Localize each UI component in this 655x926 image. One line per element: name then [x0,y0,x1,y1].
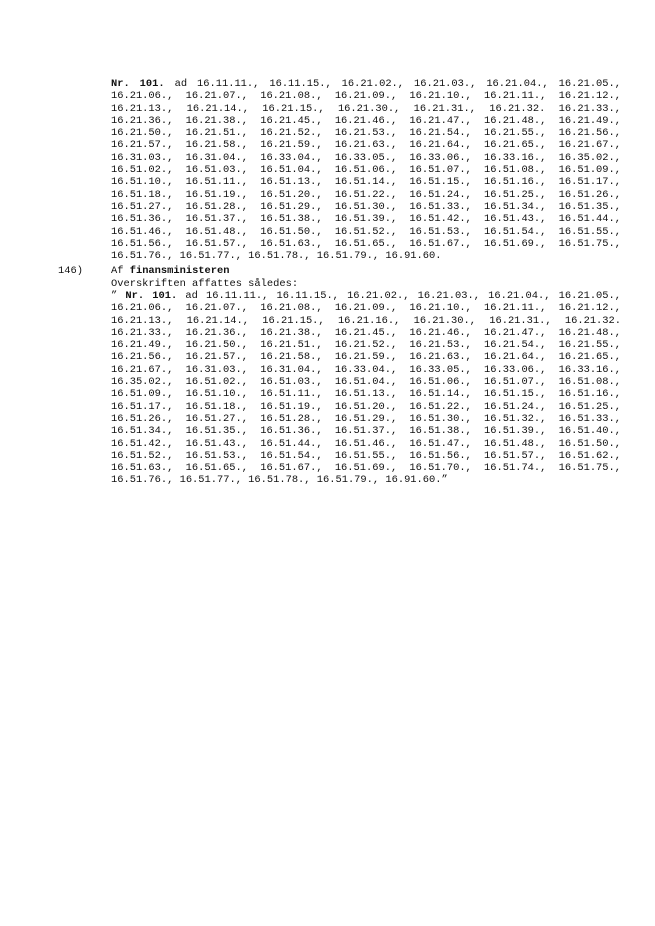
amended-heading-paragraph [111,290,621,487]
amended-text: ad 16.11.11., 16.11.15., 16.21.02., 16.21.03., 16.21.04., 16.21.05., 16.21.06., 16.21.07., 16.21.08., 16.21.09., 16.21.10., 16.21.11., 16.21.12., 16.21.13., 16.21.14., 16.21.15., 16.21.16., 16.21.30., 16.21.31., 16.21.32. 16.21.33., 16.21.36., 16.21.38., 16.21.45., 16.21.46., 16.21.47., 16.21.48., 16.21.49., 16.21.50., 16.21.51., 16.21.52., 16.21.53., 16.21.54., 16.21.55., 16.21.56., 16.21.57., 16.21.58., 16.21.59., 16.21.63., 16.21.64., 16.21.65., 16.21.67., 16.31.03., 16.31.04., 16.33.04., 16.33.05., 16.33.06., 16.33.16., 16.35.02., 16.51.02., 16.51.03., 16.51.04., 16.51.06., 16.51.07., 16.51.08., 16.51.09., 16.51.10., 16.51.11., 16.51.13., 16.51.14., 16.51.15., 16.51.16., 16.51.17., 16.51.18., 16.51.19., 16.51.20., 16.51.22., 16.51.24., 16.51.25., 16.51.26., 16.51.27., 16.51.28., 16.51.29., 16.51.30., 16.51.32., 16.51.33., 16.51.34., 16.51.35., 16.51.36., 16.51.37., 16.51.38., 16.51.39., 16.51.40., 16.51.42., 16.51.43., 16.51.44., 16.51.46., 16.51.47., 16.51.48., 16.51.50., 16.51.52., 16.51.53., 16.51.54., 16.51.55., 16.51.56., 16.51.57., 16.51.62., 16.51.63., 16.51.65., 16.51.67., 16.51.69., 16.51.70., 16.51.74., 16.51.75., 16.51.76., 16.51.77., 16.51.78., 16.51.79., 16.91.60.” [111,290,621,487]
item-number: 146) [58,265,83,277]
paragraph-lead: Nr. 101. [111,78,165,90]
heading-paragraph-nr-101 [111,78,621,262]
paragraph-text: ad 16.11.11., 16.11.15., 16.21.02., 16.21.03., 16.21.04., 16.21.05., 16.21.06., 16.21.07., 16.21.08., 16.21.09., 16.21.10., 16.21.11., 16.21.12., 16.21.13., 16.21.14., 16.21.15., 16.21.30., 16.21.31., 16.21.32. 16.21.33., 16.21.36., 16.21.38., 16.21.45., 16.21.46., 16.21.47., 16.21.48., 16.21.49., 16.21.50., 16.21.51., 16.21.52., 16.21.53., 16.21.54., 16.21.55., 16.21.56., 16.21.57., 16.21.58., 16.21.59., 16.21.63., 16.21.64., 16.21.65., 16.21.67., 16.31.03., 16.31.04., 16.33.04., 16.33.05., 16.33.06., 16.33.16., 16.35.02., 16.51.02., 16.51.03., 16.51.04., 16.51.06., 16.51.07., 16.51.08., 16.51.09., 16.51.10., 16.51.11., 16.51.13., 16.51.14., 16.51.15., 16.51.16., 16.51.17., 16.51.18., 16.51.19., 16.51.20., 16.51.22., 16.51.24., 16.51.25., 16.51.26., 16.51.27., 16.51.28., 16.51.29., 16.51.30., 16.51.33., 16.51.34., 16.51.35., 16.51.36., 16.51.37., 16.51.38., 16.51.39., 16.51.42., 16.51.43., 16.51.44., 16.51.46., 16.51.48., 16.51.50., 16.51.52., 16.51.53., 16.51.54., 16.51.55., 16.51.56., 16.51.57., 16.51.63., 16.51.65., 16.51.67., 16.51.69., 16.51.75., 16.51.76., 16.51.77., 16.51.78., 16.51.79., 16.91.60. [111,78,621,263]
quote-open: ” [111,290,126,302]
ministry-name: finansministeren [129,265,230,277]
item-instruction: Overskriften affattes således: [111,278,299,290]
author-prefix: Af [111,265,130,277]
item-author-line [111,265,230,277]
amended-lead: Nr. 101. [125,290,178,302]
